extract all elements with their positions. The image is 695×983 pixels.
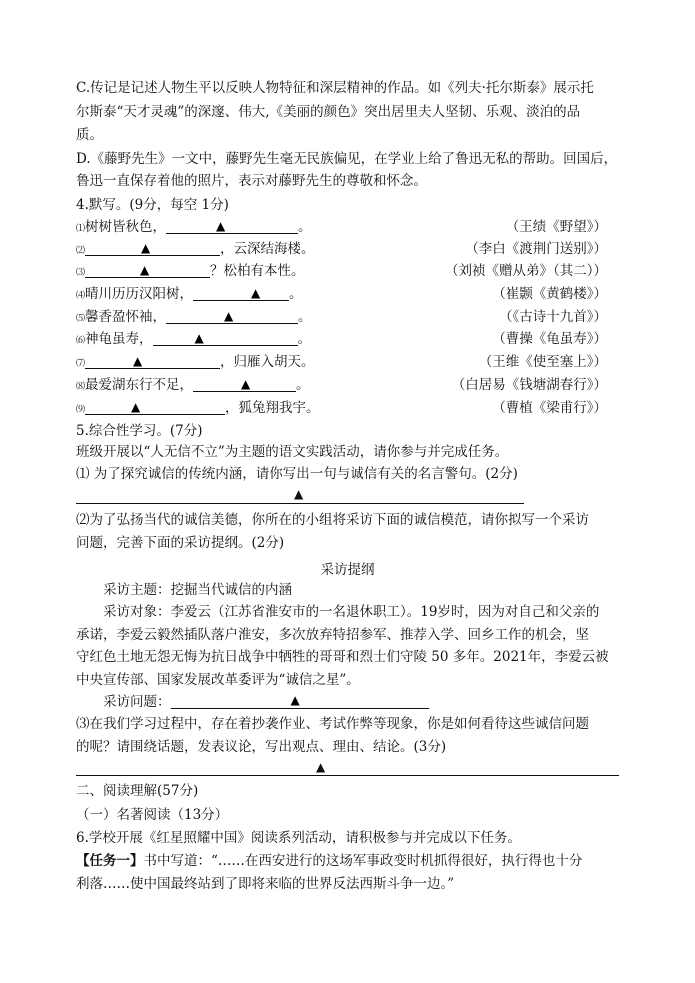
answer-blank[interactable] [85, 355, 220, 369]
triangle-marker-icon: ▲ [194, 331, 204, 345]
q5-intro: 班级开展以“人无信不立”为主题的语文实践活动，请你参与并完成任务。 [76, 444, 509, 460]
option-c-line2: 尔斯泰“天才灵魂”的深邃、伟大,《美丽的颜色》突出居里夫人坚韧、乐观、淡泊的品 [76, 104, 581, 120]
answer-blank[interactable] [166, 220, 298, 234]
source: （李白《渡荆门送别》） [465, 241, 607, 257]
q6-prompt: 6.学校开展《红星照耀中国》阅读系列活动，请积极参与并完成以下任务。 [76, 830, 521, 846]
q4-item-7: ⑺ ▲ ，归雁入胡天。 （王维《使至塞上》） [76, 354, 607, 370]
q5-sub3-line2: 的呢？请围绕话题，发表议论，写出观点、理由、结论。(3分) [76, 739, 447, 755]
source: （刘祯《赠从弟》（其二）） [445, 263, 607, 279]
answer-blank[interactable] [153, 332, 298, 346]
q4-item-8: ⑻最爱湖东行不足， ▲ 。 （白居易《钱塘湖春行》） [76, 377, 607, 393]
interview-object-line2: 承诺，李爱云毅然插队落户淮安，多次放弃特招参军、推荐入学、回乡工作的机会，坚 [76, 627, 589, 643]
source: （崔颢《黄鹤楼》） [492, 286, 607, 302]
triangle-marker-icon: ▲ [290, 693, 300, 707]
task1-line2: 利落……使中国最终站到了即将来临的世界反法西斯斗争一边。” [76, 876, 455, 892]
source: （《古诗十九首》） [499, 309, 607, 325]
q4-item-5: ⑸馨香盈怀袖， ▲ 。 （《古诗十九首》） [76, 309, 607, 325]
interview-question-label: 采访问题： [103, 694, 171, 710]
triangle-marker-icon: ▲ [241, 377, 251, 391]
option-d-line2: 鲁迅一直保存着他的照片，表示对藤野先生的尊敬和怀念。 [76, 173, 427, 189]
triangle-marker-icon: ▲ [251, 286, 261, 300]
q5-sub1: ⑴ 为了探究诚信的传统内涵，请你写出一句与诚信有关的名言警句。(2分) [76, 466, 518, 482]
source: （曹操《龟虽寿》） [492, 331, 607, 347]
item-number: ⑸ [76, 314, 86, 324]
option-d-line1: D.《藤野先生》一文中，藤野先生毫无民族偏见，在学业上给了鲁迅无私的帮助。回国后， [76, 151, 618, 167]
triangle-marker-icon: ▲ [140, 263, 150, 277]
q5-sub2-line2: 问题，完善下面的采访提纲。(2分) [76, 535, 285, 551]
interview-object-line3: 守红色土地无怨无悔为抗日战争中牺牲的哥哥和烈士们守陵 50 多年。2021年，李爱云被 [76, 649, 609, 665]
interview-topic: 采访主题：挖掘当代诚信的内涵 [103, 582, 292, 598]
q4-item-2: ⑵ ▲ ，云深结海楼。 （李白《渡荆门送别》） [76, 241, 607, 257]
interview-object-line4: 中央宣传部、国家发展改革委评为“诚信之星”。 [76, 672, 360, 688]
answer-line[interactable] [76, 775, 619, 776]
item-number: ⑺ [76, 359, 86, 369]
triangle-marker-icon: ▲ [294, 487, 304, 501]
answer-blank[interactable] [85, 264, 210, 278]
answer-line[interactable] [76, 503, 524, 504]
q4-item-4: ⑷晴川历历汉阳树， ▲ 。 （崔颢《黄鹤楼》） [76, 286, 607, 302]
q4-item-9: ⑼ ▲ ，狐兔翔我宇。 （曹植《梁甫行》） [76, 400, 607, 416]
triangle-marker-icon: ▲ [133, 354, 143, 368]
answer-blank[interactable] [193, 287, 289, 301]
answer-blank[interactable] [166, 310, 298, 324]
item-number: ⑵ [76, 246, 86, 256]
q4-item-1: ⑴树树皆秋色， ▲ 。 （王绩《野望》） [76, 219, 607, 235]
triangle-marker-icon: ▲ [224, 309, 234, 323]
section1-heading: （一）名著阅读（13分） [76, 807, 229, 823]
answer-blank[interactable] [85, 242, 220, 256]
item-number: ⑷ [76, 291, 86, 301]
source: （曹植《梁甫行》） [492, 400, 607, 416]
option-c-line1: C.传记是记述人物生平以反映人物特征和深层精神的作品。如《列夫·托尔斯泰》展示托 [76, 80, 594, 96]
source: （王绩《野望》） [505, 219, 607, 235]
interview-question-blank[interactable] [171, 695, 429, 709]
q5-sub2-line1: ⑵为了弘扬当代的诚信美德，你所在的小组将采访下面的诚信模范，请你拟写一个采访 [76, 512, 589, 528]
part2-heading: 二、阅读理解(57分) [76, 783, 199, 799]
q5-heading: 5.综合性学习。(7分) [76, 423, 203, 439]
interview-question [76, 693, 429, 711]
answer-blank[interactable] [85, 401, 225, 415]
task1-label: 【任务一】 [76, 853, 144, 869]
answer-blank[interactable] [193, 378, 296, 392]
triangle-marker-icon: ▲ [131, 400, 141, 414]
option-c-line3: 质。 [76, 127, 103, 143]
q5-sub3-line1: ⑶在我们学习过程中，存在着抄袭作业、考试作弊等现象，你是如何看待这些诚信问题 [76, 716, 589, 732]
q4-heading: 4.默写。(9分，每空 1分) [76, 197, 229, 213]
task1-line1: 【任务一】书中写道：“……在西安进行的这场军事政变时机抓得很好，执行得也十分 [76, 853, 583, 869]
item-number: ⑶ [76, 268, 86, 278]
source: （王维《使至塞上》） [478, 354, 607, 370]
interview-object-line1: 采访对象：李爱云（江苏省淮安市的一名退休职工）。19岁时，因为对自己和父亲的 [103, 604, 600, 620]
triangle-marker-icon: ▲ [316, 760, 326, 774]
outline-title: 采访提纲 [320, 562, 375, 578]
triangle-marker-icon: ▲ [216, 219, 226, 233]
q4-item-3: ⑶ ▲ ？松柏有本性。 （刘祯《赠从弟》（其二）） [76, 263, 607, 279]
item-number: ⑴ [76, 224, 86, 234]
item-number: ⑼ [76, 405, 86, 415]
triangle-marker-icon: ▲ [141, 241, 151, 255]
source: （白居易《钱塘湖春行》） [451, 377, 607, 393]
item-number: ⑻ [76, 382, 86, 392]
q4-item-6: ⑹神龟虽寿， ▲ 。 （曹操《龟虽寿》） [76, 331, 607, 347]
item-number: ⑹ [76, 336, 86, 346]
